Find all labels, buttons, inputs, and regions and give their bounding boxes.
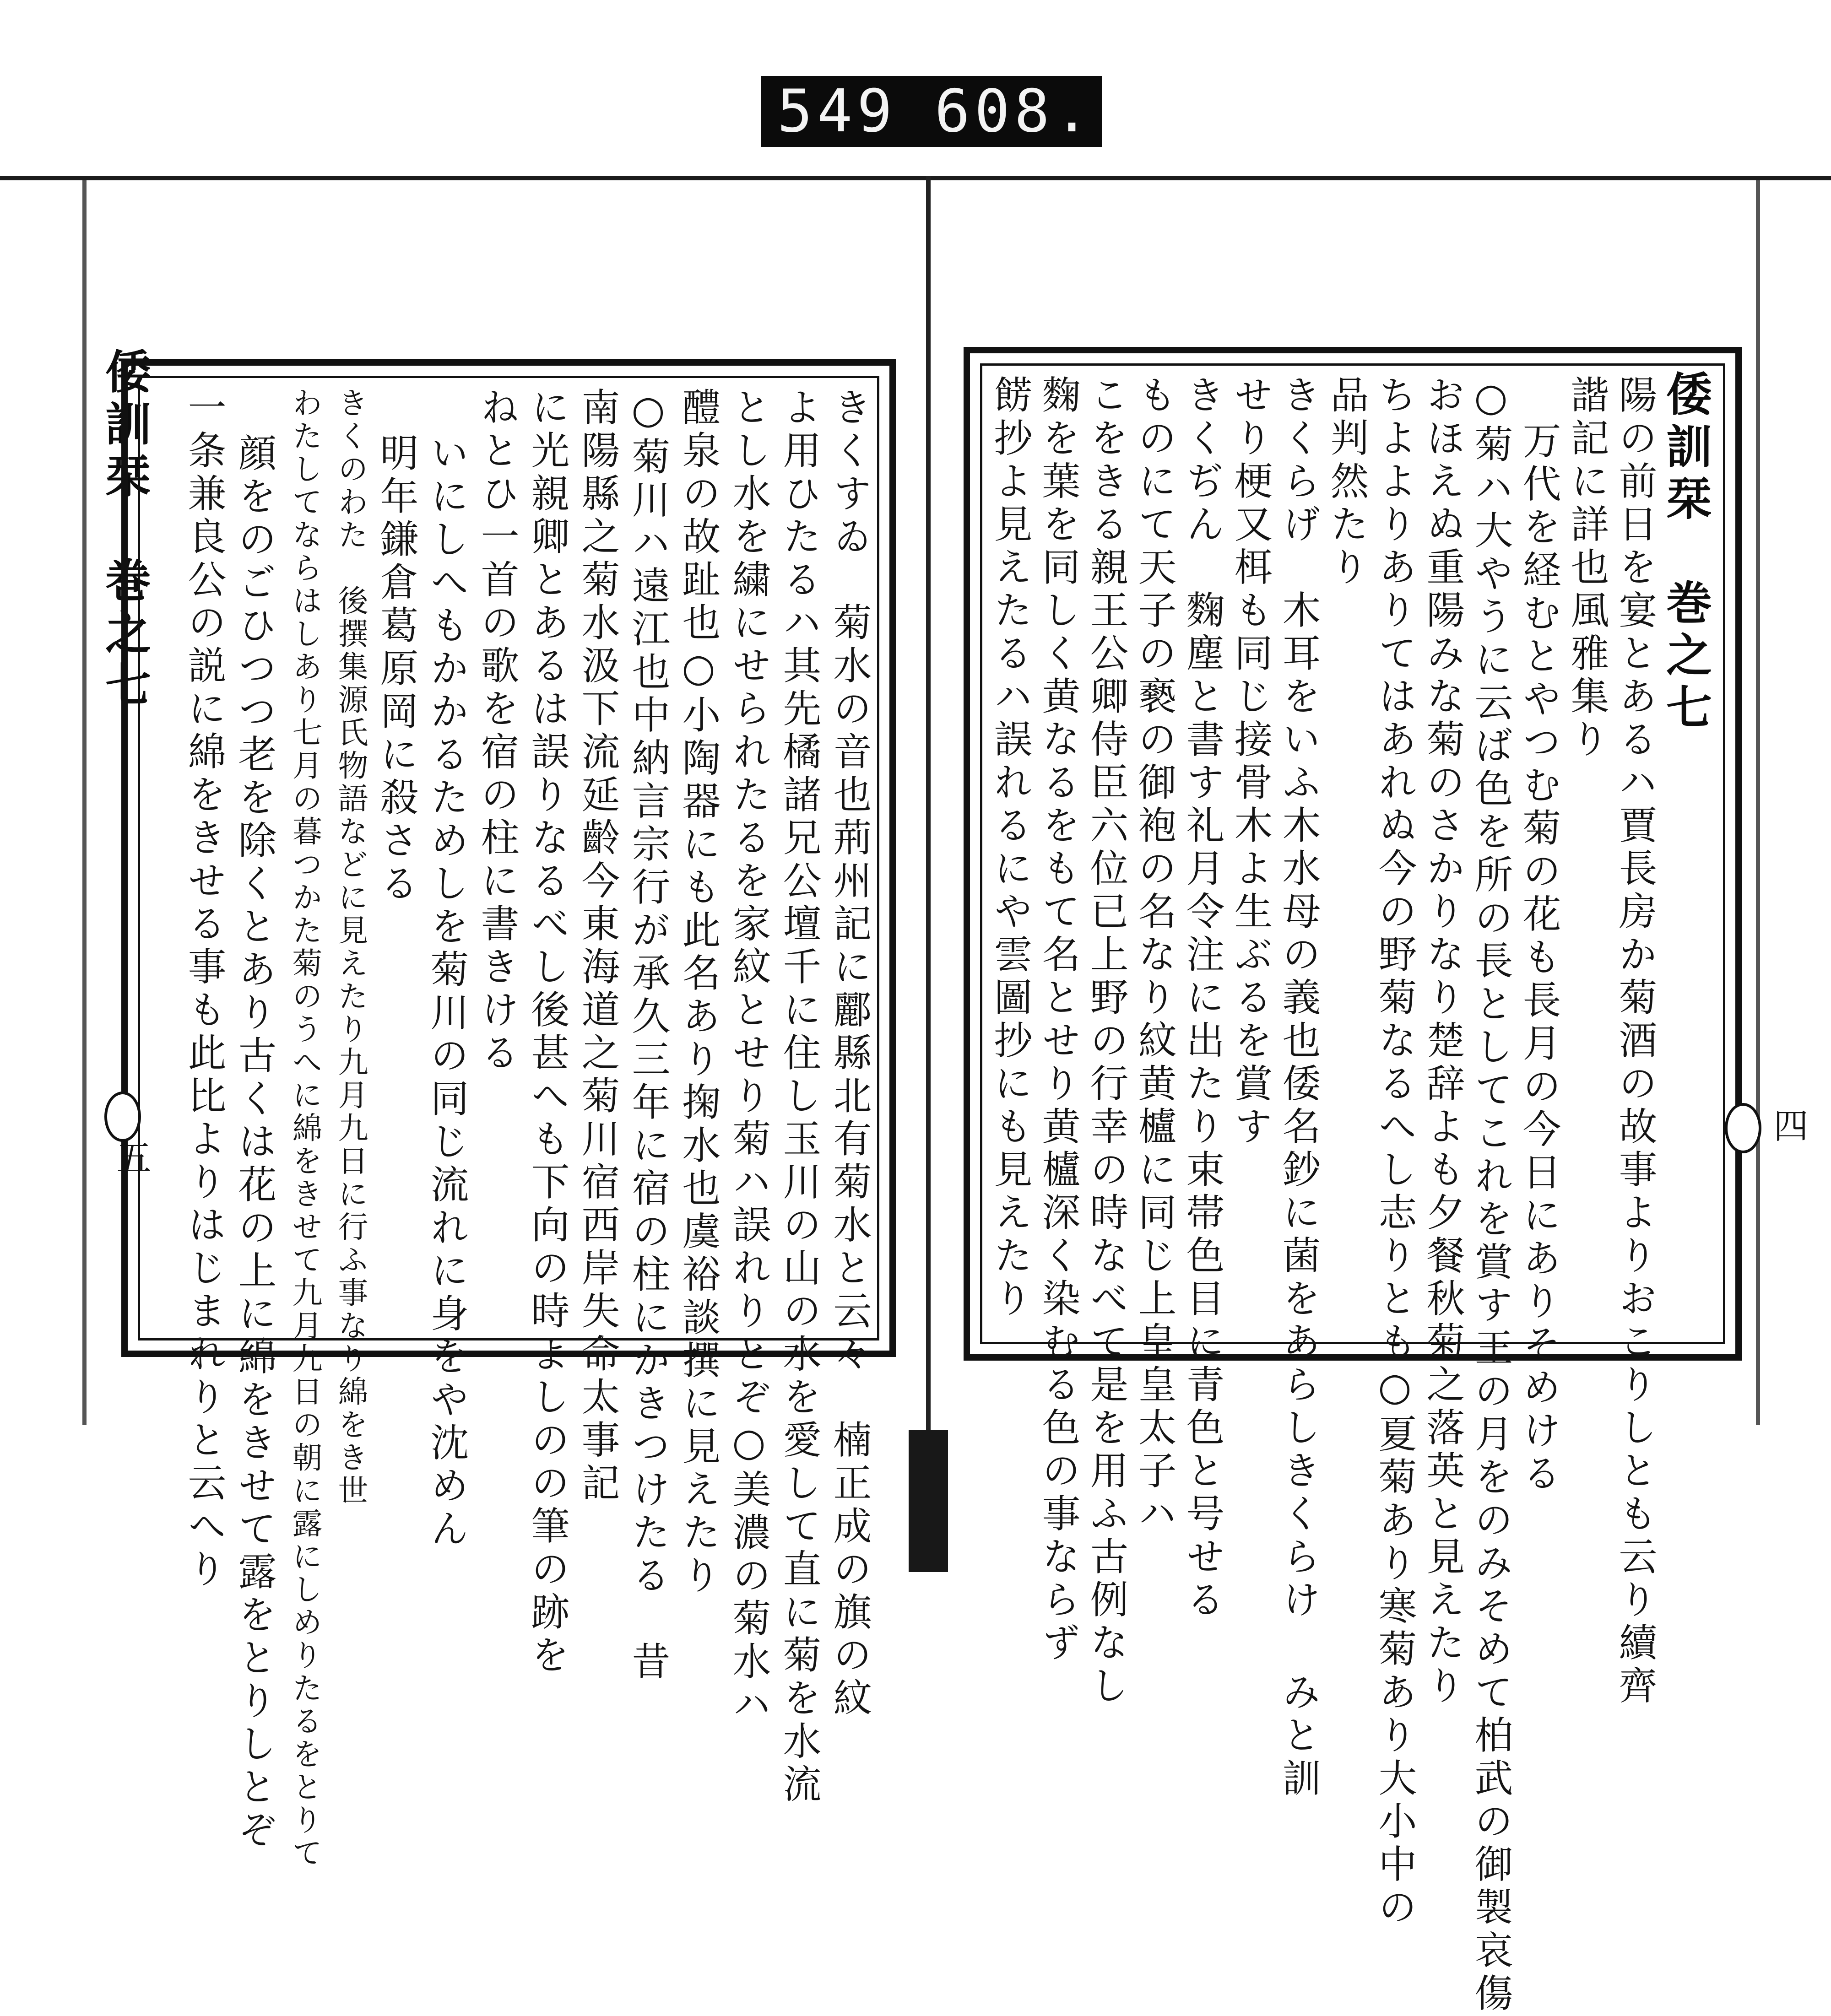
left-col-9: いにしへもかかるためしを菊川の同じ流れに身をや沈めん — [424, 433, 469, 1551]
left-page-inner-frame — [138, 376, 879, 1870]
left-col-12: わたしてならはしあり七月の暮つかた菊のうへに綿をきせて九月九日の朝に露にしめりたるをとりて — [287, 387, 322, 1870]
left-col-1: きくすゐ 菊水の音也荊州記に酈縣北有菊水と云々 楠正成の旗の紋 — [827, 387, 872, 1721]
left-col-6: 南陽縣之菊水汲下流延齡今東海道之菊川宿西岸失命太事記 — [575, 387, 620, 1506]
right-page-frame — [964, 347, 1742, 2016]
right-col-2: 諧記に詳也風雅集り — [1565, 375, 1609, 762]
left-col-3: とし水を繍にせられたるを家紋とせり菊ハ誤れりとぞ○美濃の菊水ハ — [726, 387, 771, 1727]
right-col-4: ○菊ハ大やうに云ば色を所の長としてこれを賞す王の月をのみそめて柏武の御製哀傷 — [1468, 375, 1513, 2016]
left-col-10: 明年鎌倉葛原岡に殺さる — [374, 433, 419, 906]
right-col-7: 品判然たり — [1324, 375, 1369, 590]
book-top-edge — [0, 176, 1831, 180]
right-page-header: 倭訓栞 巻之七 — [1658, 370, 1712, 735]
left-col-8: ねとひ一首の歌を宿の柱に書きける — [475, 387, 520, 1076]
right-col-11: ものにて天子の褻の御袍の名なり紋黄櫨に同じ上皇皇太子ハ — [1132, 375, 1177, 1536]
right-fold-circle-mark — [1725, 1103, 1761, 1153]
right-sheet-edge — [1756, 180, 1760, 1425]
left-page-frame — [121, 359, 896, 1870]
left-col-7: に光親卿とあるは誤りなるべし後甚へも下向の時よしのの筆の跡を — [525, 387, 570, 1678]
right-col-14: 餝抄よ見えたるハ誤れるにや雲圖抄にも見えたり — [988, 375, 1033, 1321]
frame-number-right: 608. — [934, 77, 1094, 146]
frame-number-left: 549 — [777, 77, 897, 146]
right-col-8: きくらげ 木耳をいふ木水母の義也倭名鈔に菌をあらしきくらけ みと訓 — [1276, 375, 1321, 1801]
right-page-number: 四 — [1768, 1108, 1809, 1142]
right-col-9: せり梗又栮も同じ接骨木よ生ぶるを賞す — [1228, 375, 1273, 1149]
right-col-13: 麴を葉を同しく黄なるをもて名とせり黄櫨深く染むる色の事ならず — [1036, 375, 1081, 1665]
book-spine — [926, 176, 931, 1430]
right-col-10: きくぢん 麴塵と書す礼月令注に出たり束帯色目に青色と号せる — [1180, 375, 1225, 1622]
spine-clamp — [909, 1430, 948, 1572]
left-col-2: よ用ひたるハ其先橘諸兄公壇千に住し玉川の山の水を愛して直に菊を水流 — [777, 387, 822, 1807]
right-page-inner-frame — [980, 363, 1725, 2016]
right-col-12: こをきる親王公卿侍臣六位已上野の行幸の時なべて是を用ふ古例なし — [1084, 375, 1129, 1708]
right-col-6: ちよよりありてはあれぬ今の野菊なるへし志りとも○夏菊あり寒菊あり大小中の — [1372, 375, 1417, 1930]
left-col-13: 顔をのごひつつ老を除くとあり古くは花の上に綿をきせて露をとりしとぞ — [232, 433, 277, 1853]
left-page-number: 五 — [111, 1140, 152, 1174]
left-col-4: 醴泉の故趾也○小陶器にも此名あり掬水也虞裕談撰に見えたり — [676, 387, 721, 1598]
right-col-3: 万代を経むとやつむ菊の花も長月の今日にありそめける — [1517, 421, 1561, 1496]
frame-number-badge — [761, 76, 1102, 147]
left-page-header: 倭訓栞 巻之七 — [98, 348, 152, 713]
left-col-14: 一条兼良公の説に綿をきせる事も此比よりはじまれりと云へり — [182, 387, 227, 1592]
left-col-5: ○菊川ハ遠江也中納言宗行が承久三年に宿の柱にかきつけたる 昔 — [626, 387, 671, 1684]
left-sheet-edge — [82, 180, 87, 1425]
right-col-1: 陽の前日を宴とあるハ賈長房か菊酒の故事よりおこりしとも云り續齊 — [1613, 375, 1658, 1708]
left-col-11: きくのわた 後撰集源氏物語などに見えたり九月九日に行ふ事なり綿をき世 — [333, 387, 368, 1508]
right-col-5: おほえぬ重陽みな菊のさかりなり楚辞よも夕餐秋菊之落英と見えたり — [1420, 375, 1465, 1708]
left-fold-circle-mark — [104, 1092, 141, 1142]
